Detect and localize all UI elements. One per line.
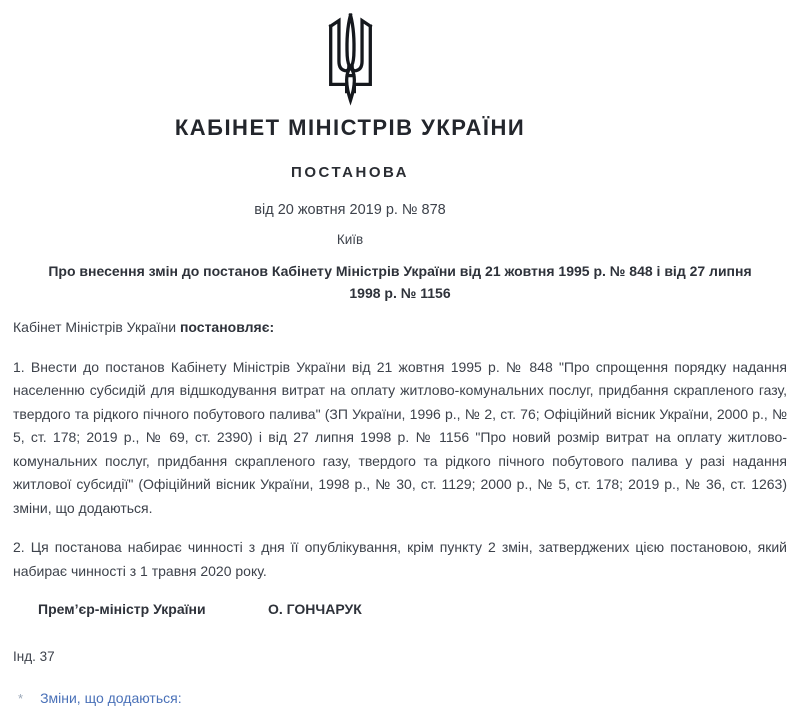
paragraph-2: 2. Ця постанова набирає чинності з дня її опублікування, крім пункту 2 змін, затверджених цією постановою, який набирає чинності з 1 травня 2020 року. <box>13 539 787 579</box>
resolves-line <box>13 316 787 340</box>
list-bullet-icon: * <box>18 691 24 706</box>
doc-city: Київ <box>336 232 364 247</box>
doc-body <box>0 316 800 711</box>
doc-title: Про внесення змін до постанов Кабінету Міністрів України від 21 жовтня 1995 р. № 848 і від 27 липня 1998 р. № 1156 <box>48 263 752 301</box>
doc-index: Інд. 37 <box>13 648 55 664</box>
attachment-row <box>13 687 787 711</box>
doc-type-heading: ПОСТАНОВА <box>291 164 409 181</box>
org-name: КАБІНЕТ МІНІСТРІВ УКРАЇНИ <box>174 115 526 140</box>
resolves-prefix: Кабінет Міністрів України <box>13 319 180 335</box>
ukraine-coat-of-arms-icon <box>0 13 700 103</box>
signature-name: О. ГОНЧАРУК <box>268 601 362 617</box>
attachment-link[interactable]: Зміни, що додаються: <box>40 690 182 706</box>
signature-row <box>13 598 787 622</box>
signature-role: Прем’єр-міністр України <box>38 601 206 617</box>
document-header <box>0 0 700 247</box>
doc-date-number: від 20 жовтня 2019 р. № 878 <box>254 202 446 218</box>
paragraph-1: 1. Внести до постанов Кабінету Міністрів України від 21 жовтня 1995 р. № 848 "Про спрощення порядку надання населенню субсидій для відшкодування витрат на оплату житлово-комунальних послуг, придбання скрапленого газу, твердого та рідкого пічного побутового палива" (ЗП України, 1996 р., № 2, ст. 76; Офіційний вісник України, 2000 р., № 5, ст. 178; 2019 р., № 69, ст. 2390) і від 27 липня 1998 р. № 1156 "Про новий розмір витрат на оплату житлово-комунальних послуг, придбання скрапленого газу, твердого та рідкого пічного побутового палива у разі надання житлової субсидії" (Офіційний вісник України, 1998 р., № 30, ст. 1129; 2000 р., № 5, ст. 178; 2019 р., № 36, ст. 1263) зміни, що додаються. <box>13 358 787 516</box>
resolves-verb: постановляє: <box>179 319 275 335</box>
